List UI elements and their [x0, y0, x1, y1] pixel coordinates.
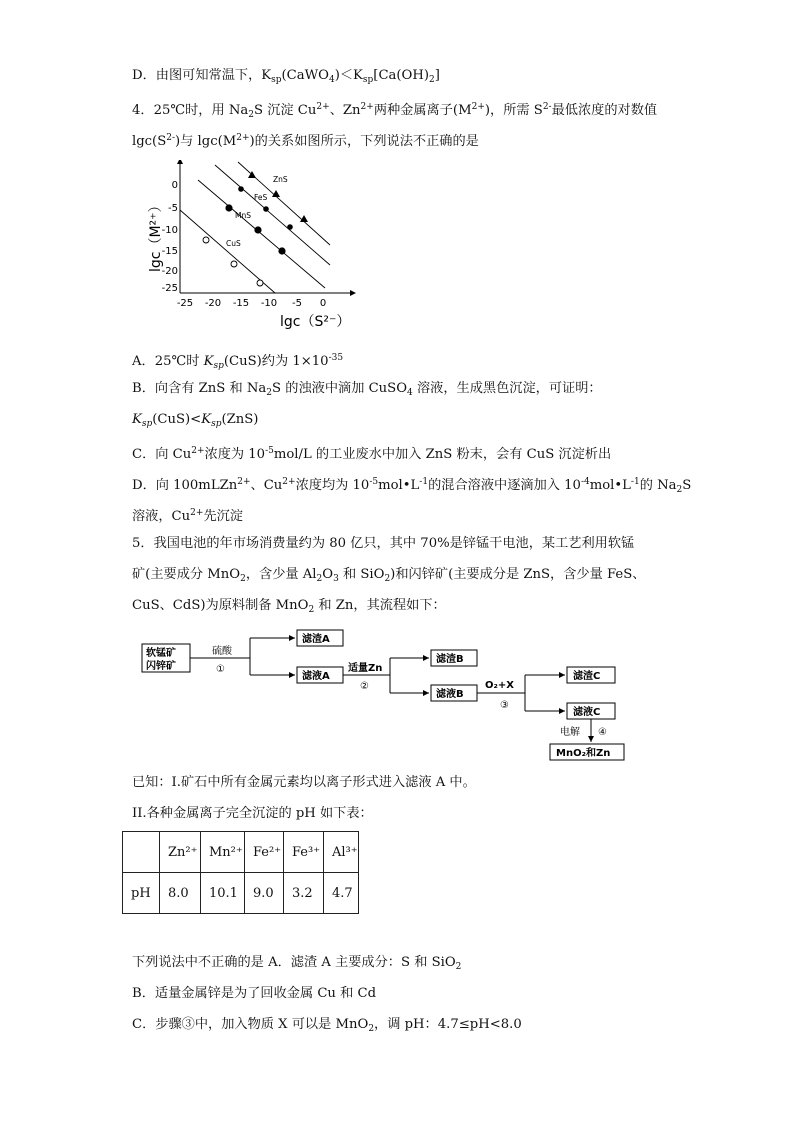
cus-point — [203, 237, 209, 243]
table-row — [123, 873, 359, 914]
step2-number: ② — [360, 681, 369, 692]
y-tick-10: -10 — [161, 225, 178, 236]
filtrate-c: 滤液C — [573, 707, 601, 718]
y-tick-5: -5 — [168, 203, 178, 214]
step1-reagent: 硫酸 — [212, 646, 232, 657]
fes-point — [238, 186, 244, 192]
q5-stem-line3: CuS、CdS)为原料制备 MnO$_2$ 和 Zn，其流程如下： — [132, 598, 446, 615]
fes-point — [287, 224, 293, 230]
y-tick-labels — [162, 180, 178, 294]
table-cell: 10.1 — [201, 873, 245, 914]
mns-label: MnS — [235, 211, 251, 220]
x-tick-20: -20 — [204, 298, 222, 309]
x-tick-10: -10 — [260, 298, 278, 309]
x-tick-25: -25 — [176, 298, 194, 309]
mns-point — [278, 247, 285, 254]
q4-option-b-line2: $K_{sp}(CuS)<K_{sp}(ZnS)$ — [132, 412, 259, 429]
cus-point — [257, 280, 263, 286]
mns-point — [254, 226, 261, 233]
table-cell — [123, 832, 160, 873]
zns-label: ZnS — [273, 175, 288, 184]
residue-b: 滤渣B — [436, 654, 464, 665]
residue-a: 滤渣A — [302, 634, 330, 645]
filtrate-b: 滤液B — [436, 689, 464, 700]
fes-label: FeS — [254, 193, 268, 202]
residue-c: 滤渣C — [573, 671, 601, 682]
filtrate-a: 滤液A — [302, 671, 330, 682]
ore-line2: 闪锌矿 — [146, 661, 176, 672]
y-tick-0: 0 — [171, 180, 178, 191]
x-tick-15: -15 — [232, 298, 250, 309]
table-header-row — [123, 832, 359, 873]
step4-number: ④ — [598, 727, 607, 738]
y-tick-25: -25 — [161, 283, 178, 294]
table-cell: 3.2 — [284, 873, 324, 914]
y-axis-arrow — [177, 160, 183, 164]
cus-label: CuS — [226, 239, 241, 248]
q4-option-a: A．25℃时 $K_{sp}(CuS)$约为 $1\times 10^{-35}$ — [132, 353, 344, 371]
x-axis-label: lgc（S²⁻） — [280, 314, 351, 330]
q4-option-d: D．向 100mLZn$^{2+}$、$Cu^{2+}$浓度均为 $10^{-5}mol•L^{-1}$的混合溶液中逐滴加入 $10^{-4}mol•L^{-1}$的 $Na_2S$ — [132, 477, 692, 495]
x-axis-arrow — [350, 290, 356, 296]
y-axis-label: lgc（M²⁺） — [148, 198, 164, 272]
step1-number: ① — [216, 664, 225, 675]
step3-number: ③ — [500, 700, 509, 711]
x-tick-0: 0 — [319, 298, 327, 309]
table-cell: pH — [123, 873, 160, 914]
step2-reagent: 适量Zn — [348, 663, 383, 674]
flowchart — [140, 628, 640, 763]
table-cell: Zn²⁺ — [160, 832, 201, 873]
mns-point — [225, 204, 232, 211]
x-tick-labels — [177, 298, 326, 309]
table-cell: Fe²⁺ — [245, 832, 284, 873]
q5-option-b: B．适量金属锌是为了回收金属 Cu 和 Cd — [132, 986, 377, 1001]
q5-stem-line1: 5．我国电池的年市场消费量约为 80 亿只，其中 70%是锌锰干电池，某工艺利用软锰 — [132, 536, 635, 551]
y-tick-15: -15 — [161, 246, 178, 257]
fes-point — [263, 206, 269, 212]
q5-stem-line2: 矿(主要成分 MnO$_2$，含少量 $Al_2O_3$ 和 SiO$_2$)和闪锌矿(主要成分是 ZnS，含少量 FeS、 — [132, 567, 646, 584]
q4-stem-line2: $\lg c(S^{2-})$与 $\lg c(M^{2+})$的关系如图所示，下列说法不正确的是 — [132, 133, 479, 149]
table-cell: 8.0 — [160, 873, 201, 914]
prev-option-d: D．由图可知常温下，$K_{sp}(CaWO_4)<K_{sp}[Ca(OH)_2]$ — [132, 68, 440, 85]
ore-line1: 软锰矿 — [146, 648, 176, 659]
x-tick-5: -5 — [292, 298, 302, 309]
q5-option-c: C．步骤③中，加入物质 X 可以是 MnO$_2$，调 pH：4.7≤pH<8.0 — [132, 1017, 522, 1034]
known-1: 已知：I.矿石中所有金属元素均以离子形式进入滤液 A 中。 — [132, 775, 476, 790]
q5-ask: 下列说法中不正确的是 A．滤渣 A 主要成分：S 和 SiO$_2$ — [132, 955, 462, 972]
cus-point — [231, 261, 237, 267]
q4-option-b: B．向含有 ZnS 和 $Na_2S$ 的浊液中滴加 CuSO$_4$ 溶液，生成黑色沉淀，可证明： — [132, 381, 602, 398]
step3-reagent: O₂+X — [485, 680, 514, 691]
q4-option-c: C．向 $Cu^{2+}$浓度为 $10^{-5}mol/L$ 的工业废水中加入 ZnS 粉末，会有 CuS 沉淀析出 — [132, 446, 612, 462]
product: MnO₂和Zn — [556, 748, 611, 759]
table-cell: Mn²⁺ — [201, 832, 245, 873]
q4-option-d-line2: 溶液，$Cu^{2+}$先沉淀 — [132, 508, 243, 524]
y-tick-20: -20 — [161, 266, 178, 277]
table-cell: Al³⁺ — [324, 832, 359, 873]
table-cell: 4.7 — [324, 873, 359, 914]
table-cell: Fe³⁺ — [284, 832, 324, 873]
step4-reagent: 电解 — [560, 727, 580, 738]
table-cell: 9.0 — [245, 873, 284, 914]
ph-table — [122, 831, 359, 914]
q4-graph — [140, 160, 370, 335]
known-2: II.各种金属离子完全沉淀的 pH 如下表： — [132, 806, 373, 821]
q4-stem-line1: 4．25℃时，用 $Na_2S$ 沉淀 $Cu^{2+}$、$Zn^{2+}$两种金属离子$(M^{2+})$，所需 $S^{2-}$最低浓度的对数值 — [132, 102, 658, 120]
